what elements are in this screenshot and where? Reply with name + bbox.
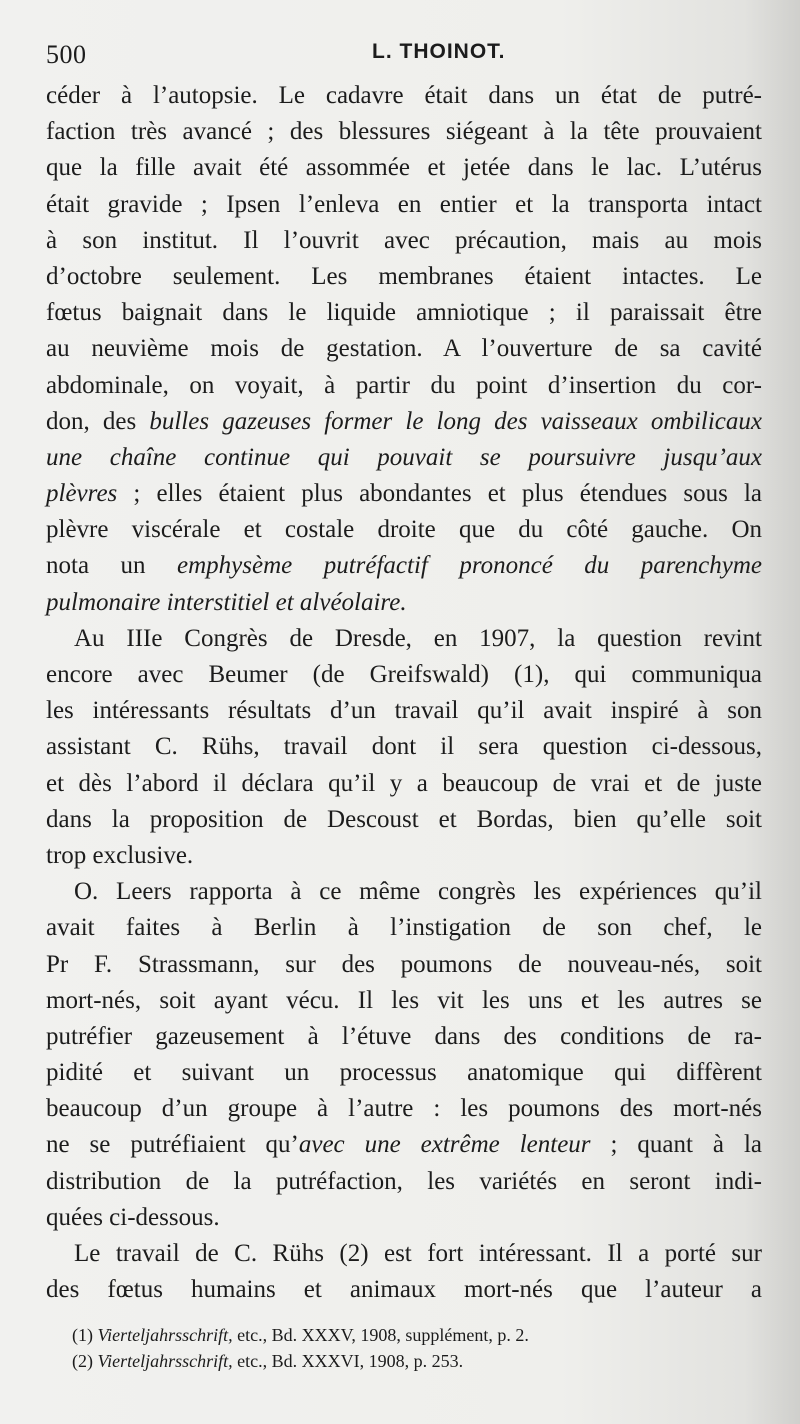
text-line (46, 874, 762, 910)
text-line (46, 223, 762, 259)
text-line (46, 78, 762, 114)
text-run: faction très avancé ; des blessures siégeant à la tête prouvaient (46, 118, 762, 146)
text-line (46, 150, 762, 186)
text-run: O. Leers rapporta à ce même congrès les expériences qu’il (74, 878, 762, 906)
text-line (46, 1055, 762, 1091)
text-run: était gravide ; Ipsen l’enleva en entier et la transporta intact (46, 190, 762, 218)
text-line (46, 476, 762, 512)
italic-run: Vierteljahrsschrift, (97, 1325, 233, 1345)
text-run: (2) (72, 1351, 98, 1371)
text-run: céder à l’autopsie. Le cadavre était dans un état de putré- (46, 82, 762, 109)
text-run: ne se putréfiaient qu’ (46, 1131, 299, 1159)
italic-run: Vierteljahrsschrift, (97, 1351, 233, 1371)
text-run: trop exclusive. (46, 841, 194, 869)
footnotes (72, 1322, 732, 1374)
text-line (46, 1019, 762, 1055)
italic-run: une chaîne continue qui pouvait se poursuivre jusqu’aux (46, 443, 762, 471)
text-line (46, 693, 762, 729)
text-run: etc., Bd. XXXV, 1908, supplément, p. 2. (232, 1325, 529, 1345)
text-line (46, 187, 762, 223)
text-run: Le travail de C. Rühs (2) est fort intéressant. Il a porté sur (74, 1240, 762, 1267)
text-run: assistant C. Rühs, travail dont il sera question ci-dessous, (46, 733, 762, 761)
text-run: des fœtus humains et animaux mort-nés que l’auteur a (46, 1276, 762, 1304)
body-text (46, 78, 762, 1308)
text-run: quées ci-dessous. (46, 1203, 220, 1231)
text-run: abdominale, on voyait, à partir du point d’insertion du cor- (46, 371, 762, 399)
running-head: L. THOINOT. (372, 40, 506, 63)
footnote (72, 1322, 732, 1348)
text-line (46, 802, 762, 838)
text-line (46, 947, 762, 983)
text-run: mort-nés, soit ayant vécu. Il les vit les uns et les autres se (46, 986, 762, 1014)
text-line (46, 766, 762, 802)
text-run: putréfier gazeusement à l’étuve dans des conditions de ra- (46, 1022, 762, 1050)
italic-run: pulmonaire interstitiel et alvéolaire. (46, 588, 407, 616)
text-run: ; quant à la (590, 1131, 762, 1159)
text-run: nota un (46, 552, 177, 580)
text-run: au neuvième mois de gestation. A l’ouverture de sa cavité (46, 335, 762, 363)
text-line (46, 910, 762, 946)
text-line (46, 657, 762, 693)
text-run: pidité et suivant un processus anatomique qui diffèrent (46, 1059, 762, 1087)
text-line (46, 548, 762, 584)
italic-run: emphysème putréfactif prononcé du parenchyme (177, 552, 763, 580)
text-run: etc., Bd. XXXVI, 1908, p. 253. (232, 1351, 464, 1371)
text-run: distribution de la putréfaction, les variétés en seront indi- (46, 1167, 762, 1195)
text-line (46, 983, 762, 1019)
text-line (46, 621, 762, 657)
text-line (46, 295, 762, 331)
italic-run: plèvres (46, 480, 118, 508)
text-line (46, 1200, 762, 1236)
page-header (46, 36, 760, 76)
text-run: Pr F. Strassmann, sur des poumons de nouveau-nés, soit (46, 950, 762, 978)
text-line (46, 440, 762, 476)
text-line (46, 1127, 762, 1163)
text-line (46, 585, 762, 621)
text-line (46, 114, 762, 150)
text-line (46, 1091, 762, 1127)
text-run: les intéressants résultats d’un travail qu’il avait inspiré à son (46, 697, 762, 725)
text-run: d’octobre seulement. Les membranes étaient intactes. Le (46, 262, 762, 290)
text-run: don, des (46, 407, 150, 435)
text-line (46, 368, 762, 404)
italic-run: bulles gazeuses former le long des vaisseaux ombilicaux (149, 407, 762, 435)
text-run: que la fille avait été assommée et jetée dans le lac. L’utérus (46, 154, 762, 182)
text-run: encore avec Beumer (de Greifswald) (1), qui communiqua (46, 661, 762, 688)
text-line (46, 331, 762, 367)
footnote (72, 1348, 732, 1374)
text-run: fœtus baignait dans le liquide amniotique ; il paraissait être (46, 299, 762, 327)
page-number: 500 (46, 40, 87, 69)
text-line (46, 259, 762, 295)
text-run: et dès l’abord il déclara qu’il y a beaucoup de vrai et de juste (46, 769, 762, 797)
text-line (46, 404, 762, 440)
text-line (46, 838, 762, 874)
text-run: à son institut. Il l’ouvrit avec précaution, mais au mois (46, 226, 762, 254)
text-line (46, 729, 762, 765)
text-run: plèvre viscérale et costale droite que du côté gauche. On (46, 516, 762, 544)
text-run: (1) (72, 1325, 98, 1345)
italic-run: avec une extrême lenteur (298, 1131, 591, 1159)
text-line (46, 1164, 762, 1200)
text-run: Au IIIe Congrès de Dresde, en 1907, la question revint (74, 624, 762, 652)
text-run: avait faites à Berlin à l’instigation de son chef, le (46, 914, 762, 942)
text-run: ; elles étaient plus abondantes et plus étendues sous la (117, 480, 762, 508)
text-run: dans la proposition de Descoust et Bordas, bien qu’elle soit (46, 805, 762, 833)
text-line (46, 1236, 762, 1272)
text-line (46, 1272, 762, 1308)
text-line (46, 512, 762, 548)
text-run: beaucoup d’un groupe à l’autre : les poumons des mort-nés (46, 1095, 762, 1123)
